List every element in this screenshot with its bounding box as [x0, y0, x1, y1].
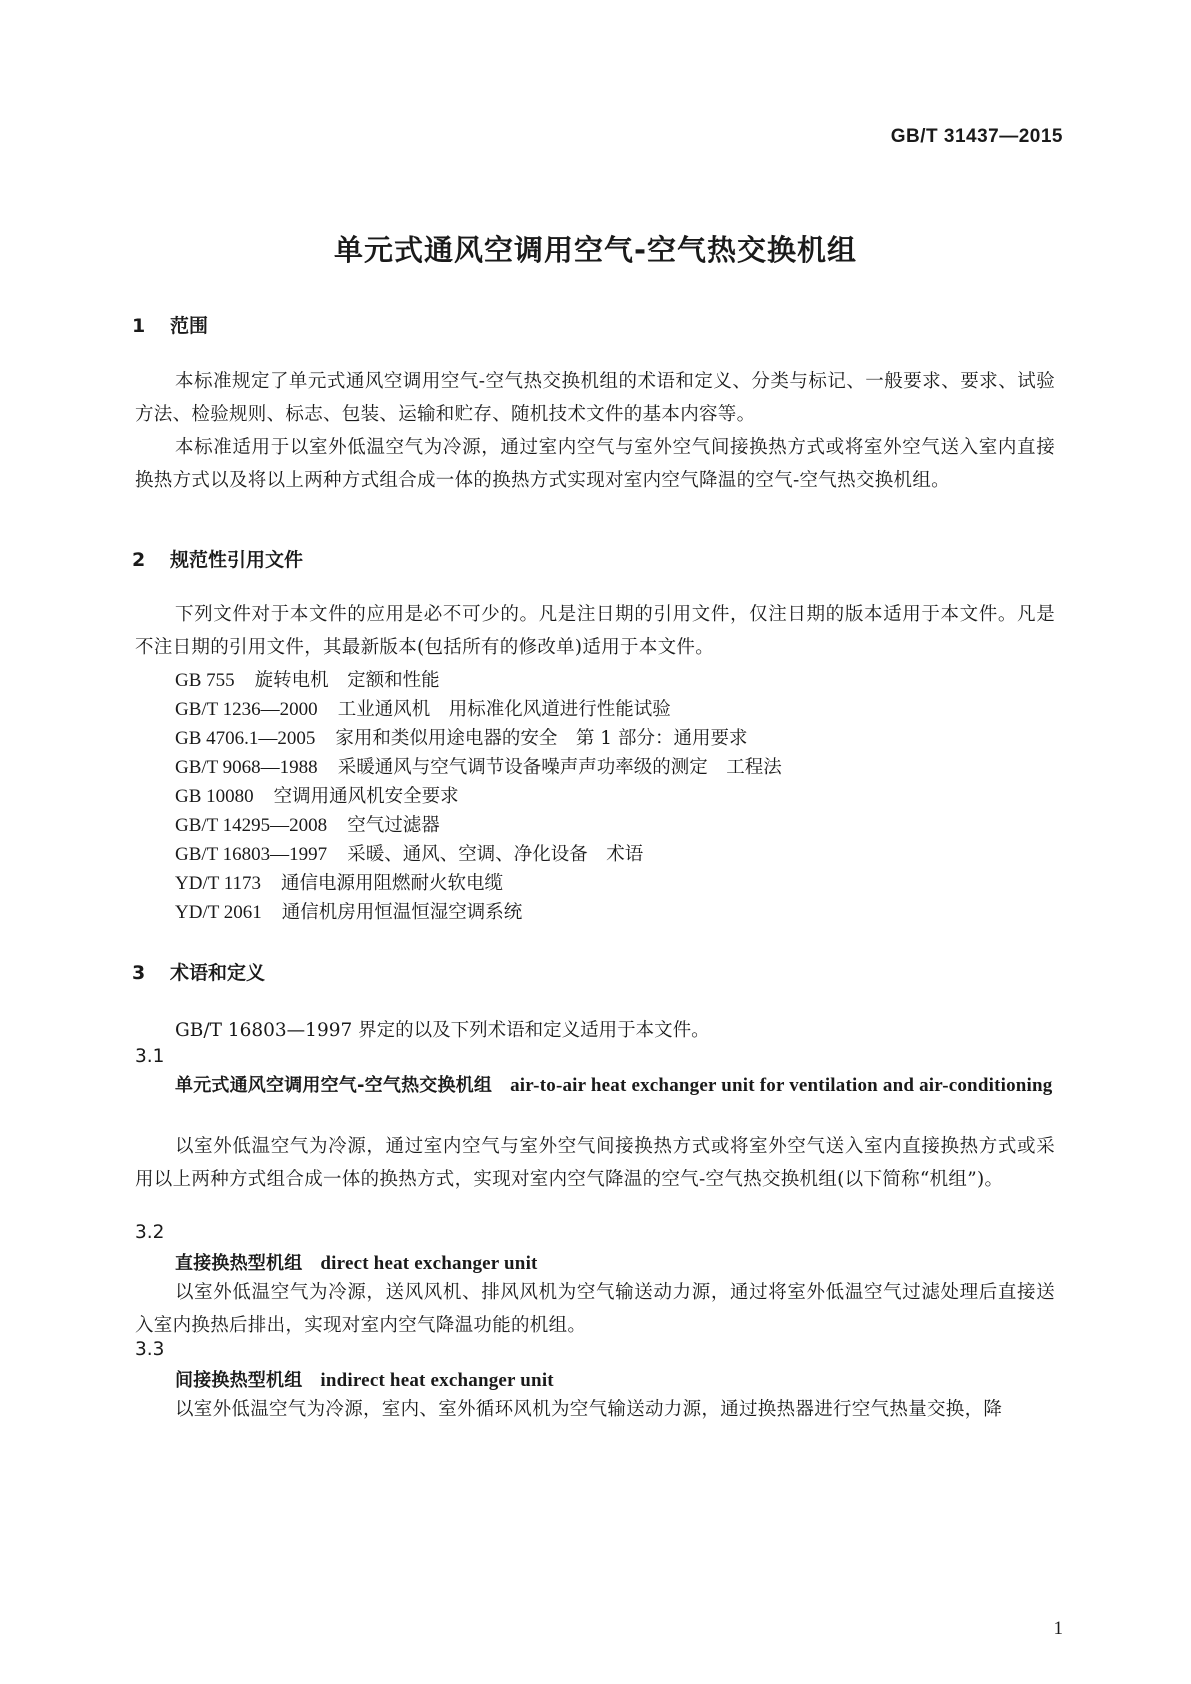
section-number: 3	[132, 962, 146, 984]
document-title: 单元式通风空调用空气-空气热交换机组	[333, 233, 858, 267]
reference-code: YD/T 2061	[175, 902, 262, 923]
term-zh: 间接换热型机组	[175, 1370, 303, 1391]
reference-title: 工业通风机 用标准化风道进行性能试验	[337, 699, 671, 720]
standard-code: GB/T 31437—2015	[890, 126, 1063, 147]
reference-title: 家用和类似用途电器的安全 第 1 部分：通用要求	[335, 728, 748, 749]
term-definition: 以室外低温空气为冷源，通过室内空气与室外空气间接换热方式或将室外空气送入室内直接换热方式或采用以上两种方式组合成一体的换热方式，实现对室内空气降温的空气-空气热交换机组(以下简称“机组”)。	[135, 1136, 1055, 1190]
reference-title: 空气过滤器	[347, 815, 440, 836]
reference-title: 通信机房用恒温恒湿空调系统	[281, 902, 523, 923]
clause-number: 3.3	[135, 1339, 165, 1360]
term-zh: 直接换热型机组	[175, 1253, 303, 1274]
reference-item	[175, 666, 440, 692]
section-1-heading	[132, 311, 208, 338]
section-title: 术语和定义	[170, 962, 266, 984]
section-number: 1	[132, 315, 146, 337]
term-en: direct heat exchanger unit	[320, 1253, 538, 1274]
reference-item	[175, 695, 671, 721]
reference-item	[175, 811, 440, 837]
paragraph: 本标准适用于以室外低温空气为冷源，通过室内空气与室外空气间接换热方式或将室外空气送入室内直接换热方式以及将以上两种方式组合成一体的换热方式实现对室内空气降温的空气-空气热交换机组。	[135, 437, 1055, 491]
section-title: 规范性引用文件	[170, 549, 304, 571]
section-3-heading	[132, 958, 265, 985]
reference-item	[175, 898, 522, 924]
term-zh: 单元式通风空调用空气-空气热交换机组	[175, 1075, 493, 1096]
reference-item	[175, 840, 643, 866]
reference-code: GB/T 9068—1988	[175, 757, 318, 778]
clause-number: 3.2	[135, 1222, 165, 1243]
reference-title: 采暖通风与空气调节设备噪声声功率级的测定 工程法	[337, 757, 782, 778]
section-number: 2	[132, 549, 146, 571]
reference-code: GB 755	[175, 670, 235, 691]
term-heading	[135, 1071, 1055, 1101]
paragraph: GB/T 16803—1997 界定的以及下列术语和定义适用于本文件。	[175, 1020, 710, 1041]
term-heading	[135, 1249, 1055, 1279]
reference-item	[175, 869, 503, 895]
reference-item	[175, 782, 459, 808]
reference-code: GB/T 1236—2000	[175, 699, 318, 720]
term-definition: 以室外低温空气为冷源，送风风机、排风风机为空气输送动力源，通过将室外低温空气过滤处理后直接送入室内换热后排出，实现对室内空气降温功能的机组。	[135, 1282, 1055, 1336]
reference-code: YD/T 1173	[175, 873, 262, 894]
term-heading	[135, 1366, 1055, 1396]
reference-code: GB/T 16803—1997	[175, 844, 328, 865]
term-en: indirect heat exchanger unit	[320, 1370, 554, 1391]
reference-title: 旋转电机 定额和性能	[254, 670, 440, 691]
section-title: 范围	[170, 315, 209, 337]
reference-item	[175, 753, 782, 779]
paragraph: 下列文件对于本文件的应用是必不可少的。凡是注日期的引用文件，仅注日期的版本适用于本文件。凡是不注日期的引用文件，其最新版本(包括所有的修改单)适用于本文件。	[135, 604, 1055, 658]
term-en: air-to-air heat exchanger unit for ventilation and air-conditioning	[510, 1075, 1053, 1096]
paragraph: 本标准规定了单元式通风空调用空气-空气热交换机组的术语和定义、分类与标记、一般要求、要求、试验方法、检验规则、标志、包装、运输和贮存、随机技术文件的基本内容等。	[135, 371, 1055, 425]
reference-title: 通信电源用阻燃耐火软电缆	[281, 873, 504, 894]
reference-code: GB/T 14295—2008	[175, 815, 328, 836]
reference-title: 采暖、通风、空调、净化设备 术语	[347, 844, 644, 865]
clause-number: 3.1	[135, 1046, 165, 1067]
reference-item	[175, 724, 747, 750]
page-number: 1	[1053, 1618, 1063, 1639]
reference-title: 空调用通风机安全要求	[273, 786, 459, 807]
reference-code: GB 10080	[175, 786, 254, 807]
term-definition: 以室外低温空气为冷源，室内、室外循环风机为空气输送动力源，通过换热器进行空气热量交换，降	[175, 1399, 1003, 1420]
reference-code: GB 4706.1—2005	[175, 728, 316, 749]
section-2-heading	[132, 545, 303, 572]
